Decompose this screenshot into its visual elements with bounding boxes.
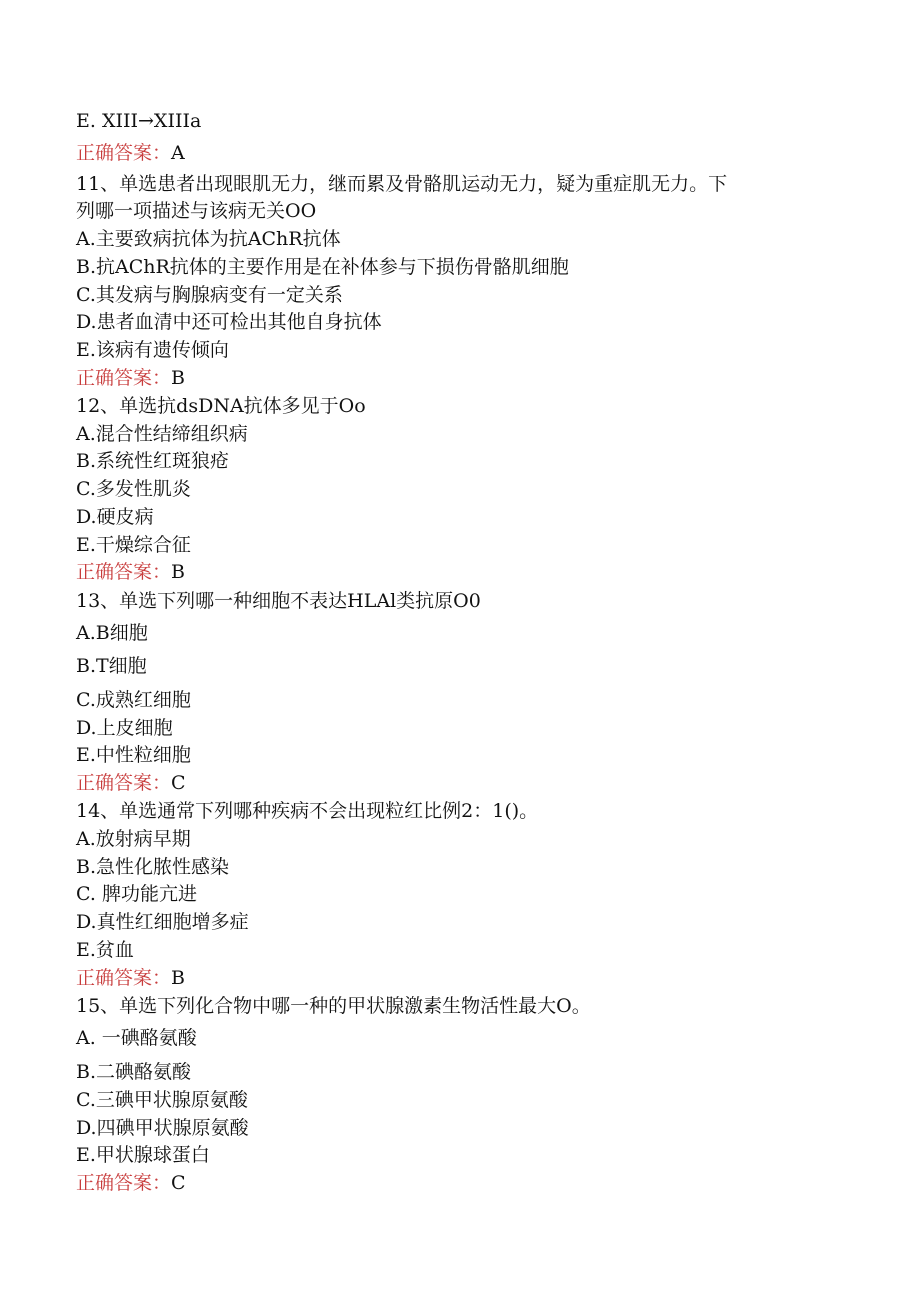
option-line: A.放射病早期 — [76, 828, 191, 850]
option-line: A.B细胞 — [76, 622, 148, 644]
answer-label: 正确答案： — [76, 967, 172, 989]
answer-value: C — [171, 1172, 186, 1194]
option-line: B.T细胞 — [76, 655, 147, 677]
option-line: E.中性粒细胞 — [76, 744, 191, 766]
option-line: B.二碘酪氨酸 — [76, 1061, 192, 1083]
option-line: D.患者血清中还可检出其他自身抗体 — [76, 311, 382, 333]
option-line: D.硬皮病 — [76, 506, 154, 528]
option-line: E.贫血 — [76, 939, 134, 961]
answer-line — [76, 559, 185, 585]
question-line: 13、单选下列哪一种细胞不表达HLAl类抗原O0 — [76, 590, 481, 612]
option-line: C. 脾功能亢进 — [76, 883, 197, 905]
option-line: B.抗AChR抗体的主要作用是在补体参与下损伤骨骼肌细胞 — [76, 256, 569, 278]
option-line: C.三碘甲状腺原氨酸 — [76, 1089, 248, 1111]
answer-value: B — [171, 561, 185, 583]
answer-value: C — [171, 772, 186, 794]
option-line: C.多发性肌炎 — [76, 478, 191, 500]
answer-line — [76, 365, 185, 391]
option-line: D.上皮细胞 — [76, 717, 173, 739]
answer-label: 正确答案： — [76, 772, 172, 794]
answer-line — [76, 140, 185, 166]
answer-value: A — [171, 142, 185, 164]
question-line: 列哪一项描述与该病无关OO — [76, 200, 317, 222]
answer-line — [76, 965, 185, 991]
question-line: 11、单选患者出现眼肌无力，继而累及骨骼肌运动无力，疑为重症肌无力。下 — [76, 173, 728, 195]
answer-value: B — [171, 367, 185, 389]
option-line: C.其发病与胸腺病变有一定关系 — [76, 284, 343, 306]
option-line: E. XIII→XIIIa — [76, 110, 202, 132]
option-line: B.系统性红斑狼疮 — [76, 450, 230, 472]
answer-label: 正确答案： — [76, 367, 172, 389]
answer-label: 正确答案： — [76, 142, 172, 164]
answer-label: 正确答案： — [76, 1172, 172, 1194]
option-line: E.甲状腺球蛋白 — [76, 1144, 210, 1166]
answer-line — [76, 770, 186, 796]
option-line: B.急性化脓性感染 — [76, 856, 230, 878]
question-line: 12、单选抗dsDNA抗体多见于Oo — [76, 395, 366, 417]
option-line: A. 一碘酪氨酸 — [76, 1027, 197, 1049]
answer-line — [76, 1170, 186, 1196]
option-line: A.主要致病抗体为抗AChR抗体 — [76, 228, 341, 250]
answer-value: B — [171, 967, 185, 989]
option-line: D.真性红细胞增多症 — [76, 911, 249, 933]
question-line: 15、单选下列化合物中哪一种的甲状腺激素生物活性最大O。 — [76, 995, 591, 1017]
option-line: A.混合性结缔组织病 — [76, 423, 248, 445]
question-line: 14、单选通常下列哪种疾病不会出现粒红比例2：1()。 — [76, 800, 539, 822]
option-line: E.该病有遗传倾向 — [76, 339, 229, 361]
option-line: C.成熟红细胞 — [76, 689, 191, 711]
option-line: E.干燥综合征 — [76, 534, 191, 556]
answer-label: 正确答案： — [76, 561, 172, 583]
option-line: D.四碘甲状腺原氨酸 — [76, 1117, 249, 1139]
